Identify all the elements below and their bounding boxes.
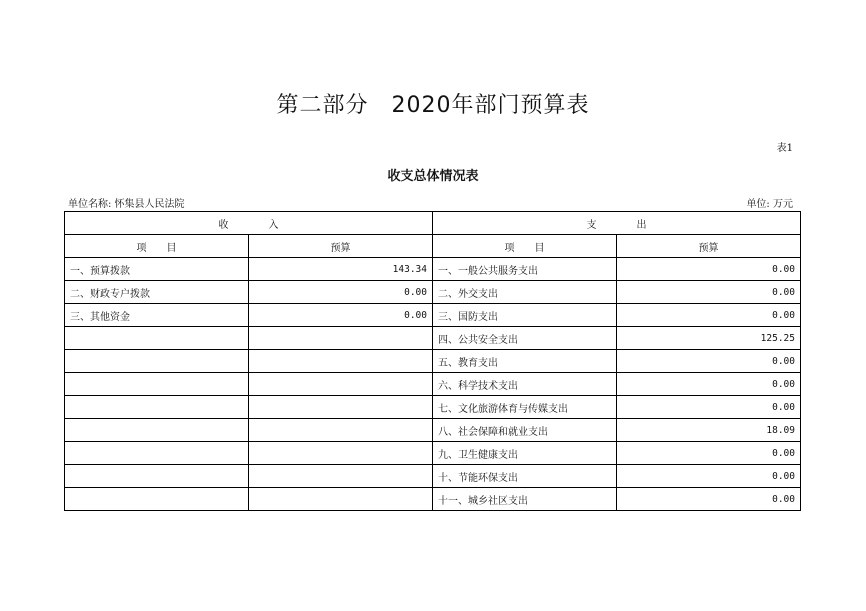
expense-item-cell: 八、社会保障和就业支出 (433, 419, 617, 442)
income-item-cell (65, 488, 249, 511)
unit-measure-label: 单位: 万元 (746, 199, 793, 210)
table-row (65, 281, 801, 304)
income-budget-header: 预算 (249, 235, 433, 258)
income-budget-cell (249, 465, 433, 488)
income-budget-cell (249, 442, 433, 465)
income-header: 收 入 (65, 212, 433, 235)
expense-item-cell: 一、一般公共服务支出 (433, 258, 617, 281)
table-number: 表1 (776, 143, 793, 154)
expense-budget-cell: 0.00 (617, 258, 801, 281)
income-item-cell (65, 396, 249, 419)
expense-item-cell: 四、公共安全支出 (433, 327, 617, 350)
income-budget-cell: 0.00 (249, 281, 433, 304)
table-row (65, 350, 801, 373)
table-row (65, 373, 801, 396)
income-budget-cell: 143.34 (249, 258, 433, 281)
expense-budget-cell: 125.25 (617, 327, 801, 350)
income-item-cell (65, 419, 249, 442)
expense-budget-header: 预算 (617, 235, 801, 258)
table-row (65, 304, 801, 327)
table-row (65, 488, 801, 511)
expense-budget-cell: 0.00 (617, 442, 801, 465)
expense-item-cell: 二、外交支出 (433, 281, 617, 304)
expense-budget-cell: 0.00 (617, 304, 801, 327)
income-budget-cell (249, 373, 433, 396)
expense-budget-cell: 0.00 (617, 281, 801, 304)
expense-item-cell: 七、文化旅游体育与传媒支出 (433, 396, 617, 419)
table-row (65, 327, 801, 350)
expense-item-cell: 六、科学技术支出 (433, 373, 617, 396)
expense-item-cell: 三、国防支出 (433, 304, 617, 327)
income-budget-cell (249, 327, 433, 350)
table-row (65, 442, 801, 465)
income-budget-cell: 0.00 (249, 304, 433, 327)
income-item-cell (65, 373, 249, 396)
income-budget-cell (249, 488, 433, 511)
income-item-cell: 三、其他资金 (65, 304, 249, 327)
unit-name-label: 单位名称: 怀集县人民法院 (68, 199, 185, 210)
expense-budget-cell: 0.00 (617, 488, 801, 511)
income-item-cell: 一、预算拨款 (65, 258, 249, 281)
expense-budget-cell: 18.09 (617, 419, 801, 442)
income-item-cell (65, 465, 249, 488)
income-budget-cell (249, 419, 433, 442)
expense-item-header: 项 目 (433, 235, 617, 258)
income-budget-cell (249, 350, 433, 373)
expense-header: 支 出 (433, 212, 801, 235)
table-row (65, 396, 801, 419)
table-row (65, 419, 801, 442)
table-subtitle: 收支总体情况表 (387, 169, 479, 184)
expense-item-cell: 五、教育支出 (433, 350, 617, 373)
expense-item-cell: 十一、城乡社区支出 (433, 488, 617, 511)
budget-summary-table (64, 211, 801, 511)
expense-item-cell: 九、卫生健康支出 (433, 442, 617, 465)
page-title: 第二部分 2020年部门预算表 (276, 93, 590, 118)
header-row-columns (65, 235, 801, 258)
income-item-cell (65, 327, 249, 350)
income-item-cell: 二、财政专户拨款 (65, 281, 249, 304)
income-budget-cell (249, 396, 433, 419)
table-row (65, 465, 801, 488)
expense-budget-cell: 0.00 (617, 465, 801, 488)
expense-budget-cell: 0.00 (617, 350, 801, 373)
income-item-cell (65, 350, 249, 373)
income-item-header: 项 目 (65, 235, 249, 258)
income-item-cell (65, 442, 249, 465)
header-row-group (65, 212, 801, 235)
expense-item-cell: 十、节能环保支出 (433, 465, 617, 488)
expense-budget-cell: 0.00 (617, 396, 801, 419)
expense-budget-cell: 0.00 (617, 373, 801, 396)
table-row (65, 258, 801, 281)
